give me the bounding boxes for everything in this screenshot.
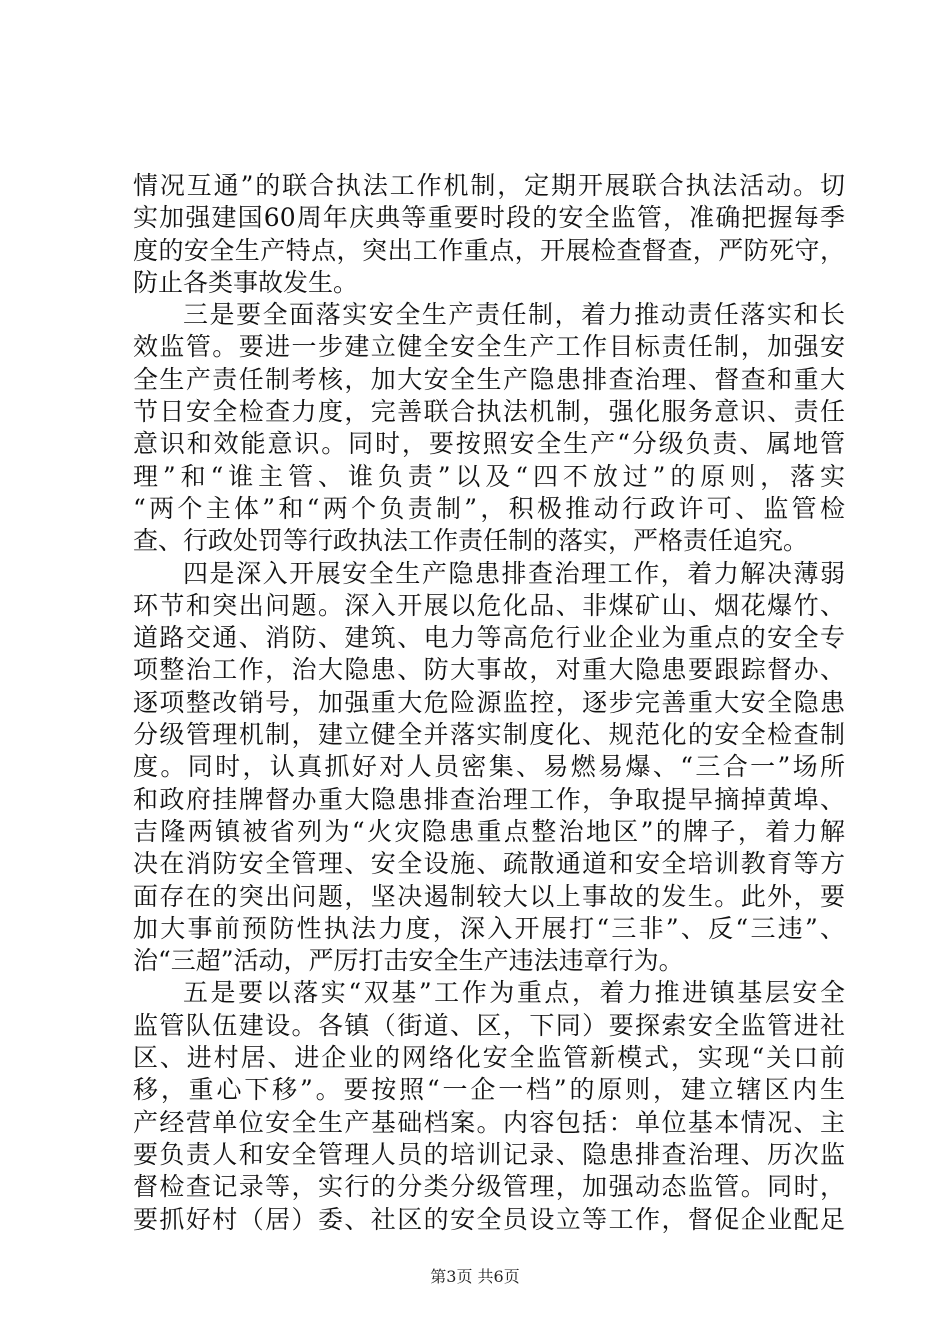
text-line: 全生产责任制考核，加大安全生产隐患排查治理、督查和重大 [133,364,845,394]
paragraph [133,977,845,1235]
text-line: 五是要以落实“双基”工作为重点，着力推进镇基层安全 [183,978,845,1008]
text-line: 道路交通、消防、建筑、电力等高危行业企业为重点的安全专 [133,623,845,653]
text-line: 加大事前预防性执法力度，深入开展打“三非”、反“三违”、 [133,913,845,943]
text-line: 查、行政处罚等行政执法工作责任制的落实，严格责任追究。 [133,526,809,556]
text-line: 度的安全生产特点，突出工作重点，开展检查督查，严防死守， [133,235,845,265]
text-line: 和政府挂牌督办重大隐患排查治理工作，争取提早摘掉黄埠、 [133,784,845,814]
text-line: 决在消防安全管理、安全设施、疏散通道和安全培训教育等方 [133,849,845,879]
text-line: 治“三超”活动，严厉打击安全生产违法违章行为。 [133,946,684,976]
text-line: 要负责人和安全管理人员的培训记录、隐患排查治理、历次监 [133,1139,845,1169]
text-line: 实加强建国60周年庆典等重要时段的安全监管，准确把握每季 [133,203,845,233]
text-line: 督检查记录等，实行的分类分级管理，加强动态监管。同时， [133,1172,845,1202]
page-footer [0,1264,950,1287]
paragraph [133,299,845,557]
text-line: 要抓好村（居）委、社区的安全员设立等工作，督促企业配足 [133,1204,845,1234]
text-line: 产经营单位安全生产基础档案。内容包括：单位基本情况、主 [133,1107,845,1137]
document-body [133,170,845,1236]
text-line: 面存在的突出问题，坚决遏制较大以上事故的发生。此外，要 [133,881,845,911]
paragraph [133,558,845,978]
text-line: 移，重心下移”。要按照“一企一档”的原则，建立辖区内生 [133,1075,845,1105]
text-line: 度。同时，认真抓好对人员密集、易燃易爆、“三合一”场所 [133,752,845,782]
text-line: “两个主体”和“两个负责制”，积极推动行政许可、监管检 [133,493,845,523]
text-line: 分级管理机制，建立健全并落实制度化、规范化的安全检查制 [133,720,845,750]
text-line: 项整治工作，治大隐患、防大事故，对重大隐患要跟踪督办、 [133,655,845,685]
text-line: 监管队伍建设。各镇（街道、区，下同）要探索安全监管进社 [133,1010,845,1040]
text-line: 吉隆两镇被省列为“火灾隐患重点整治地区”的牌子，着力解 [133,816,845,846]
text-line: 节日安全检查力度，完善联合执法机制，强化服务意识、责任 [133,397,845,427]
text-line: 理”和“谁主管、谁负责”以及“四不放过”的原则，落实 [133,461,845,491]
text-line: 情况互通”的联合执法工作机制，定期开展联合执法活动。切 [133,171,845,200]
paragraph [133,170,845,299]
text-line: 效监管。要进一步建立健全安全生产工作目标责任制，加强安 [133,332,845,362]
text-line: 防止各类事故发生。 [133,267,359,297]
text-line: 三是要全面落实安全生产责任制，着力推动责任落实和长 [183,300,845,330]
text-line: 四是深入开展安全生产隐患排查治理工作，着力解决薄弱 [183,558,845,588]
text-line: 逐项整改销号，加强重大危险源监控，逐步完善重大安全隐患 [133,687,845,717]
text-line: 区、进村居、进企业的网络化安全监管新模式，实现“关口前 [133,1043,845,1073]
text-line: 意识和效能意识。同时，要按照安全生产“分级负责、属地管 [133,429,845,459]
text-line: 环节和突出问题。深入开展以危化品、非煤矿山、烟花爆竹、 [133,590,845,620]
page-number: 第3页 共6页 [430,1267,520,1286]
